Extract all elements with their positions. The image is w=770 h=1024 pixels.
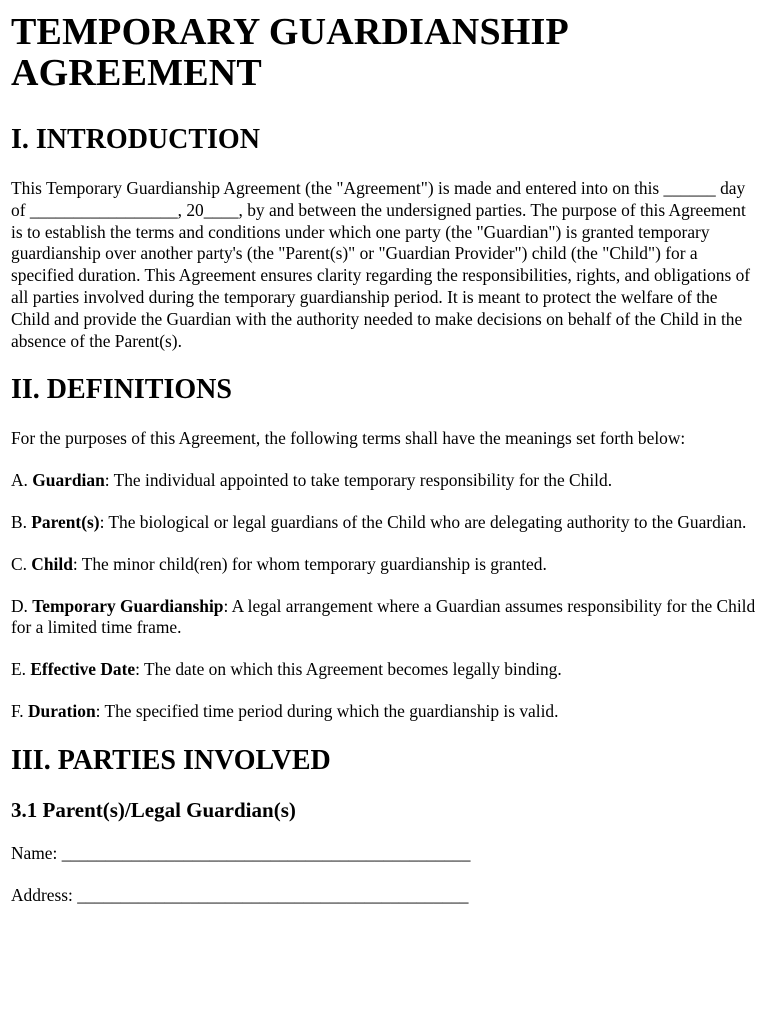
address-field-blank[interactable]: _____________________________________________ (77, 884, 469, 905)
name-field-blank[interactable]: _______________________________________________ (61, 842, 471, 863)
definition-term: Parent(s) (31, 511, 100, 532)
definition-prefix: D. (11, 595, 33, 616)
name-field-label: Name: (11, 842, 62, 863)
definition-effective-date (11, 659, 759, 681)
definition-duration (11, 701, 759, 723)
introduction-paragraph: This Temporary Guardianship Agreement (the "Agreement") is made and entered into on this ______ day of _________________, 20____, by and between the undersigned parties. The purpose of this Agreement is to establish the terms and conditions under which one party (the "Guardian") is granted temporary guardianship over another party's (the "Parent(s)" or "Guardian Provider") child (the "Child") for a specified duration. This Agreement ensures clarity regarding the responsibilities, rights, and obligations of all parties involved during the temporary guardianship period. It is meant to protect the welfare of the Child and provide the Guardian with the authority needed to make decisions on behalf of the Child in the absence of the Parent(s). (11, 178, 751, 351)
definition-prefix: F. (11, 700, 28, 721)
definition-prefix: A. (11, 470, 33, 491)
section-heading-definitions: II. DEFINITIONS (11, 374, 232, 406)
definition-prefix: E. (11, 659, 31, 680)
definition-term: Duration (27, 700, 96, 721)
subsection-heading-parents: 3.1 Parent(s)/Legal Guardian(s) (11, 797, 296, 822)
definition-term: Child (31, 553, 73, 574)
definition-prefix: B. (11, 511, 32, 532)
definition-guardian (11, 470, 759, 492)
definition-parents (11, 512, 759, 534)
definition-text: : The individual appointed to take temporary responsibility for the Child. (104, 470, 613, 491)
definition-term: Guardian (32, 470, 105, 491)
definition-text: : A legal arrangement where a Guardian assumes responsibility for the Child for a limited time frame. (11, 595, 756, 638)
definition-text: : The date on which this Agreement becomes legally binding. (135, 659, 562, 680)
definition-term: Temporary Guardianship (32, 595, 224, 616)
definition-term: Effective Date (30, 659, 136, 680)
definition-text: : The specified time period during which the guardianship is valid. (95, 700, 559, 721)
address-field-line (11, 885, 759, 907)
section-heading-introduction: I. INTRODUCTION (11, 124, 260, 155)
definitions-intro-paragraph: For the purposes of this Agreement, the following terms shall have the meanings set forth below: (11, 428, 686, 449)
definition-text: : The minor child(ren) for whom temporary guardianship is granted. (72, 553, 547, 574)
definition-text: : The biological or legal guardians of the Child who are delegating authority to the Guardian. (99, 511, 747, 532)
definition-child (11, 554, 759, 576)
document-title: TEMPORARY GUARDIANSHIP AGREEMENT (11, 11, 567, 94)
section-heading-parties-involved: III. PARTIES INVOLVED (11, 744, 331, 776)
address-field-label: Address: (11, 884, 78, 905)
name-field-line (11, 843, 759, 865)
definition-prefix: C. (11, 553, 32, 574)
definition-temporary-guardianship (11, 596, 759, 640)
